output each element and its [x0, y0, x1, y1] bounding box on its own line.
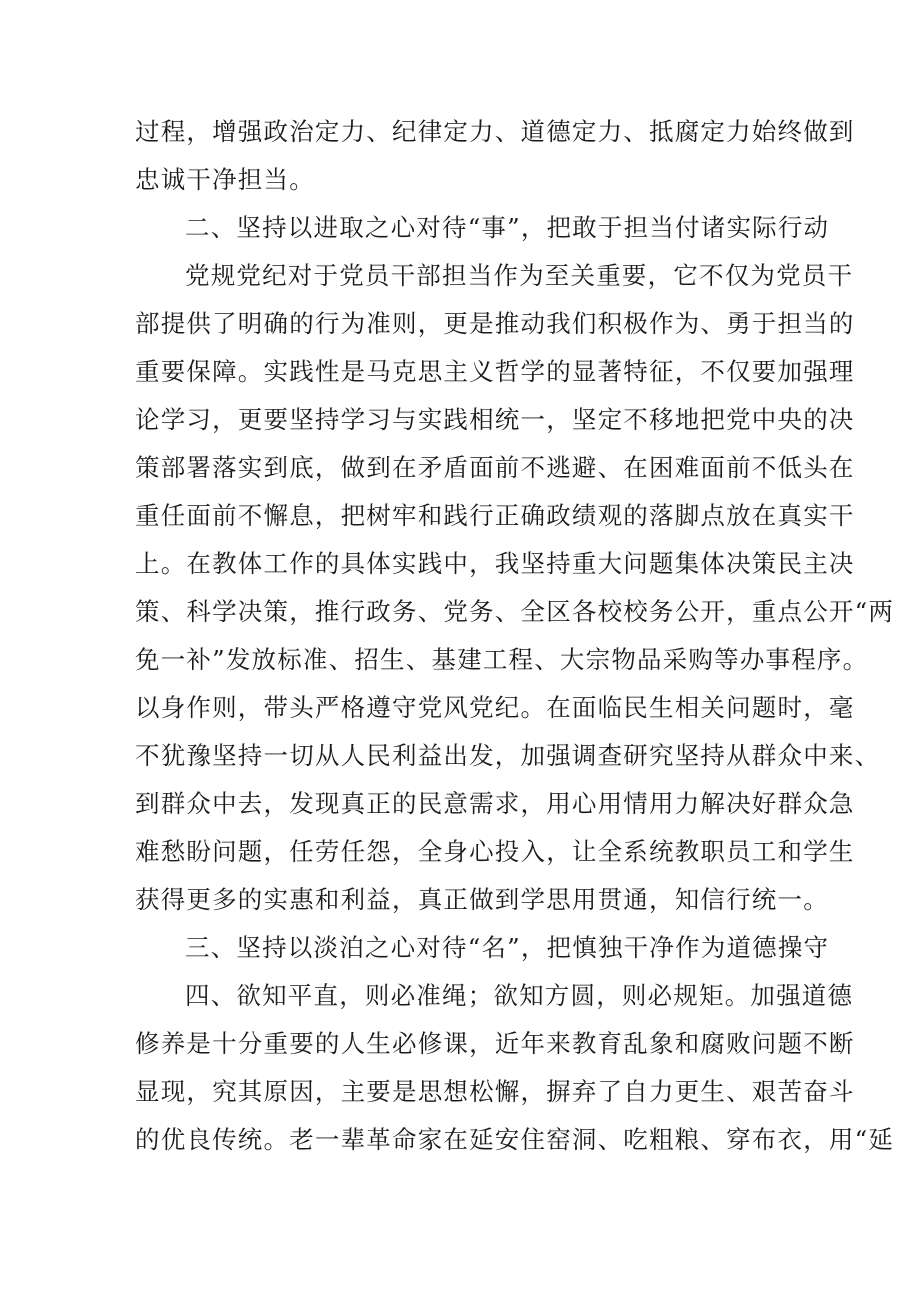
- text-line: 上。在教体工作的具体实践中，我坚持重大问题集体决策民主决: [135, 549, 855, 578]
- section-heading: 二、坚持以进取之心对待“事”，把敢于担当付诸实际行动: [185, 213, 830, 242]
- text-line: 显现，究其原因，主要是思想松懈，摒弃了自力更生、艰苦奋斗: [135, 1077, 855, 1106]
- text-line: 以身作则，带头严格遵守党风党纪。在面临民生相关问题时，毫: [135, 693, 855, 722]
- text-line: 过程，增强政治定力、纪律定力、道德定力、抵腐定力始终做到: [135, 117, 855, 146]
- text-line: 难愁盼问题，任劳任怨，全身心投入，让全系统教职员工和学生: [135, 837, 855, 866]
- text-line: 的优良传统。老一辈革命家在延安住窑洞、吃粗粮、穿布衣，用“延: [135, 1125, 895, 1154]
- section-heading: 三、坚持以淡泊之心对待“名”，把慎独干净作为道德操守: [185, 933, 830, 962]
- text-line: 修养是十分重要的人生必修课，近年来教育乱象和腐败问题不断: [135, 1029, 855, 1058]
- text-line: 策、科学决策，推行政务、党务、全区各校校务公开，重点公开“两: [135, 597, 895, 626]
- text-line: 四、欲知平直，则必准绳；欲知方圆，则必规矩。加强道德: [185, 981, 854, 1010]
- text-line: 部提供了明确的行为准则，更是推动我们积极作为、勇于担当的: [135, 309, 855, 338]
- text-line: 重要保障。实践性是马克思主义哲学的显著特征，不仅要加强理: [135, 357, 855, 386]
- text-line: 到群众中去，发现真正的民意需求，用心用情用力解决好群众急: [135, 789, 855, 818]
- text-line: 免一补”发放标准、招生、基建工程、大宗物品采购等办事程序。: [135, 645, 869, 674]
- text-line: 忠诚干净担当。: [135, 165, 315, 194]
- text-line: 党规党纪对于党员干部担当作为至关重要，它不仅为党员干: [185, 261, 854, 290]
- text-line: 论学习，更要坚持学习与实践相统一，坚定不移地把党中央的决: [135, 405, 855, 434]
- text-line: 不犹豫坚持一切从人民利益出发，加强调查研究坚持从群众中来、: [135, 741, 881, 770]
- text-line: 策部署落实到底，做到在矛盾面前不逃避、在困难面前不低头在: [135, 453, 855, 482]
- text-line: 获得更多的实惠和利益，真正做到学思用贯通，知信行统一。: [135, 885, 829, 914]
- text-line: 重任面前不懈息，把树牢和践行正确政绩观的落脚点放在真实干: [135, 501, 855, 530]
